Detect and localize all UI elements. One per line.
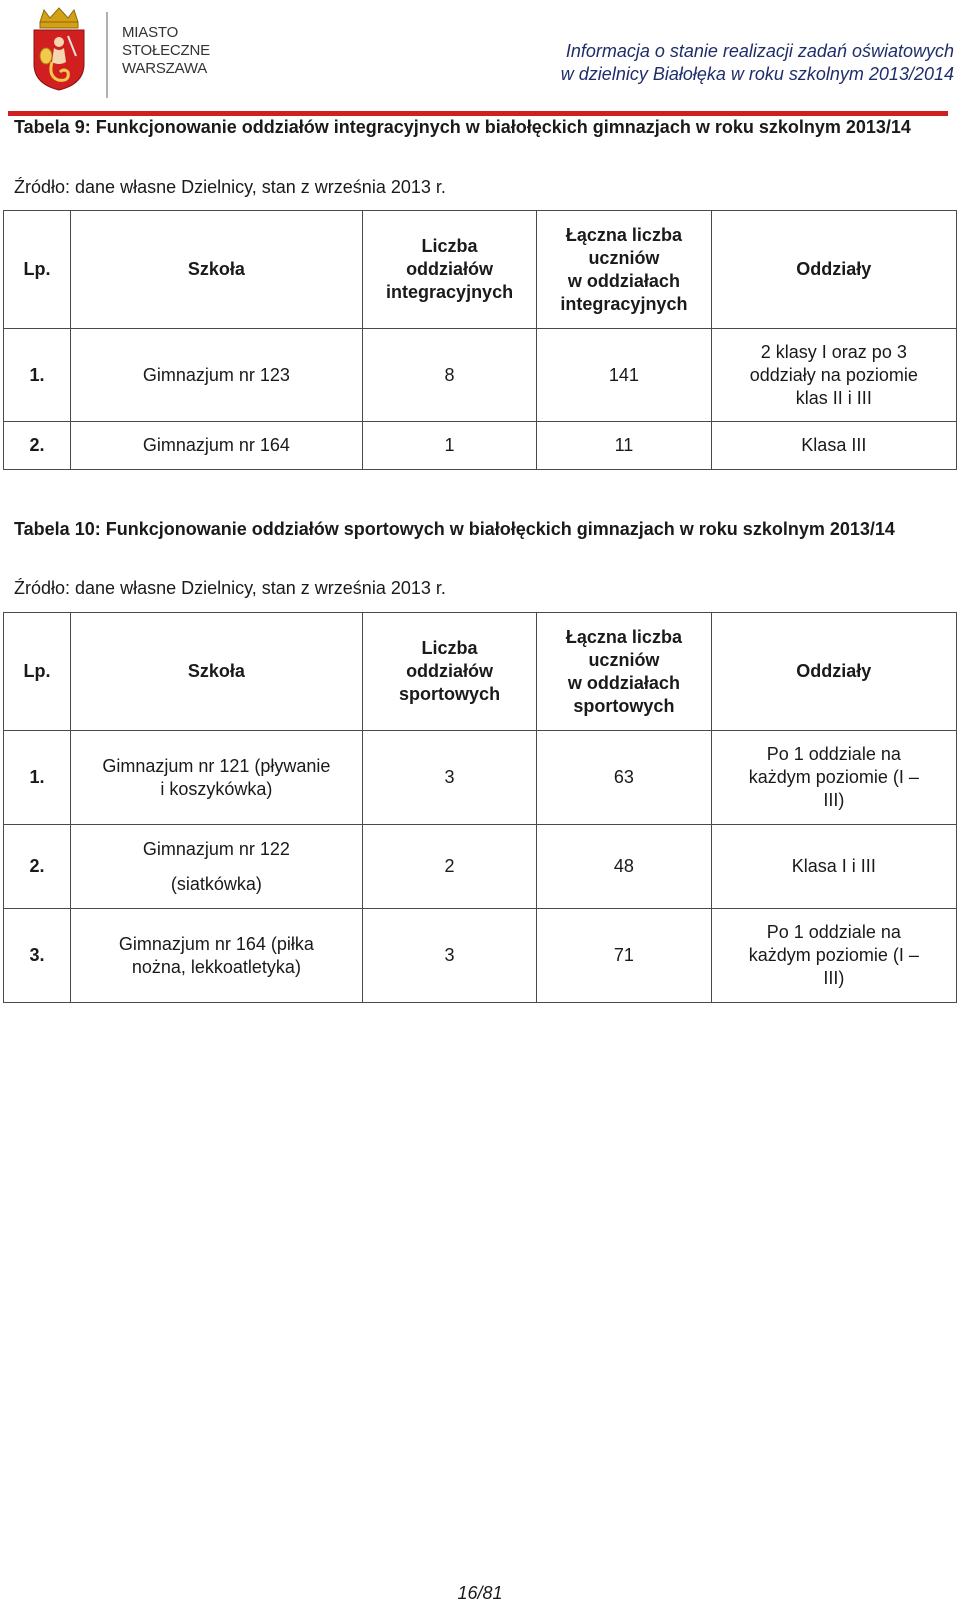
cell-lp: 3. — [4, 909, 71, 1003]
table-row — [4, 731, 957, 825]
header-szkola: Szkoła — [70, 211, 362, 329]
cell-oddzialy: Klasa I i III — [711, 825, 956, 909]
cell-oddzialy — [711, 329, 956, 422]
logo-line-1: MIASTO — [122, 24, 179, 41]
logo-line-3: WARSZAWA — [122, 60, 208, 77]
cell-szkola-line: nożna, lekkoatletyka) — [131, 956, 301, 977]
cell-szkola-line: (siatkówka) — [170, 873, 262, 894]
table9-header-row — [4, 211, 957, 329]
header-laczna-line: integracyjnych — [560, 293, 688, 314]
cell-oddzialy-line: każdym poziomie (I – — [748, 767, 919, 787]
cell-lp: 2. — [4, 422, 71, 470]
table9-source: Źródło: dane własne Dzielnicy, stan z września 2013 r. — [14, 177, 446, 197]
cell-oddzialy-line: III) — [823, 968, 845, 988]
cell-oddzialy — [711, 909, 956, 1003]
header-liczba-line: sportowych — [399, 684, 501, 704]
header-laczna-line: sportowych — [573, 695, 675, 716]
logo-divider — [106, 12, 108, 98]
header-liczba-line: oddziałów — [406, 661, 494, 681]
cell-liczba: 3 — [362, 909, 536, 1003]
cell-szkola-line: Gimnazjum nr 122 — [142, 838, 290, 859]
header-liczba-line: oddziałów — [406, 259, 494, 279]
cell-uczniow: 11 — [537, 422, 711, 470]
cell-liczba: 3 — [362, 731, 536, 825]
cell-szkola — [70, 731, 362, 825]
city-logo-text — [122, 24, 210, 78]
header-laczna-line: w oddziałach — [567, 672, 680, 693]
header-oddzialy: Oddziały — [711, 613, 956, 731]
table9-caption: Tabela 9: Funkcjonowanie oddziałów integracyjnych w białołęckich gimnazjach w roku szkolnym 2013/14 — [14, 117, 911, 137]
cell-oddzialy-line: oddziały na poziomie — [749, 364, 918, 385]
cell-uczniow: 141 — [537, 329, 711, 422]
cell-oddzialy — [711, 731, 956, 825]
cell-szkola — [70, 825, 362, 909]
cell-uczniow: 71 — [537, 909, 711, 1003]
header-laczna-line: uczniów — [588, 247, 660, 268]
page-header — [0, 0, 960, 118]
cell-oddzialy-line: Po 1 oddziale na — [766, 744, 901, 764]
table-row — [4, 422, 957, 470]
table10 — [3, 612, 957, 1003]
header-lp: Lp. — [4, 211, 71, 329]
header-liczba-line: Liczba — [421, 236, 478, 256]
cell-liczba: 1 — [362, 422, 536, 470]
table-row — [4, 329, 957, 422]
table-row — [4, 909, 957, 1003]
cell-oddzialy-line: Po 1 oddziale na — [766, 922, 901, 942]
header-laczna-line: Łączna liczba — [565, 626, 682, 647]
cell-oddzialy-line: 2 klasy I oraz po 3 — [760, 341, 907, 362]
header-liczba-line: integracyjnych — [386, 282, 514, 302]
cell-oddzialy-line: każdym poziomie (I – — [748, 945, 919, 965]
header-laczna-line: Łączna liczba — [565, 224, 682, 245]
table9 — [3, 210, 957, 470]
document-title-line-2: w dzielnicy Białołęka w roku szkolnym 2013/2014 — [560, 64, 954, 84]
header-liczba-line: Liczba — [421, 638, 478, 658]
header-liczba — [362, 613, 536, 731]
header-laczna-line: w oddziałach — [567, 270, 680, 291]
cell-szkola — [70, 909, 362, 1003]
table-row — [4, 825, 957, 909]
cell-szkola-line: Gimnazjum nr 121 (pływanie — [102, 755, 331, 776]
header-lp: Lp. — [4, 613, 71, 731]
cell-oddzialy-line: klas II i III — [795, 387, 872, 408]
logo-line-2: STOŁECZNE — [122, 42, 210, 59]
document-title — [561, 40, 954, 86]
header-laczna — [537, 211, 711, 329]
page-number: 16/81 — [457, 1583, 503, 1603]
header-liczba — [362, 211, 536, 329]
cell-uczniow: 48 — [537, 825, 711, 909]
header-laczna — [537, 613, 711, 731]
header-szkola: Szkoła — [70, 613, 362, 731]
cell-lp: 1. — [4, 329, 71, 422]
warsaw-crest-icon — [28, 6, 90, 92]
cell-szkola: Gimnazjum nr 164 — [70, 422, 362, 470]
cell-szkola: Gimnazjum nr 123 — [70, 329, 362, 422]
cell-szkola-line: i koszykówka) — [160, 778, 273, 799]
cell-oddzialy: Klasa III — [711, 422, 956, 470]
cell-liczba: 8 — [362, 329, 536, 422]
table10-caption: Tabela 10: Funkcjonowanie oddziałów sportowych w białołęckich gimnazjach w roku szkolnym 2013/14 — [14, 519, 895, 539]
cell-uczniow: 63 — [537, 731, 711, 825]
header-oddzialy: Oddziały — [711, 211, 956, 329]
document-title-line-1: Informacja o stanie realizacji zadań oświatowych — [565, 41, 954, 61]
cell-lp: 2. — [4, 825, 71, 909]
cell-liczba: 2 — [362, 825, 536, 909]
cell-lp: 1. — [4, 731, 71, 825]
cell-oddzialy-line: III) — [823, 790, 845, 810]
cell-szkola-line: Gimnazjum nr 164 (piłka — [118, 933, 314, 954]
table10-source: Źródło: dane własne Dzielnicy, stan z września 2013 r. — [14, 578, 446, 598]
table10-header-row — [4, 613, 957, 731]
header-laczna-line: uczniów — [588, 649, 660, 670]
